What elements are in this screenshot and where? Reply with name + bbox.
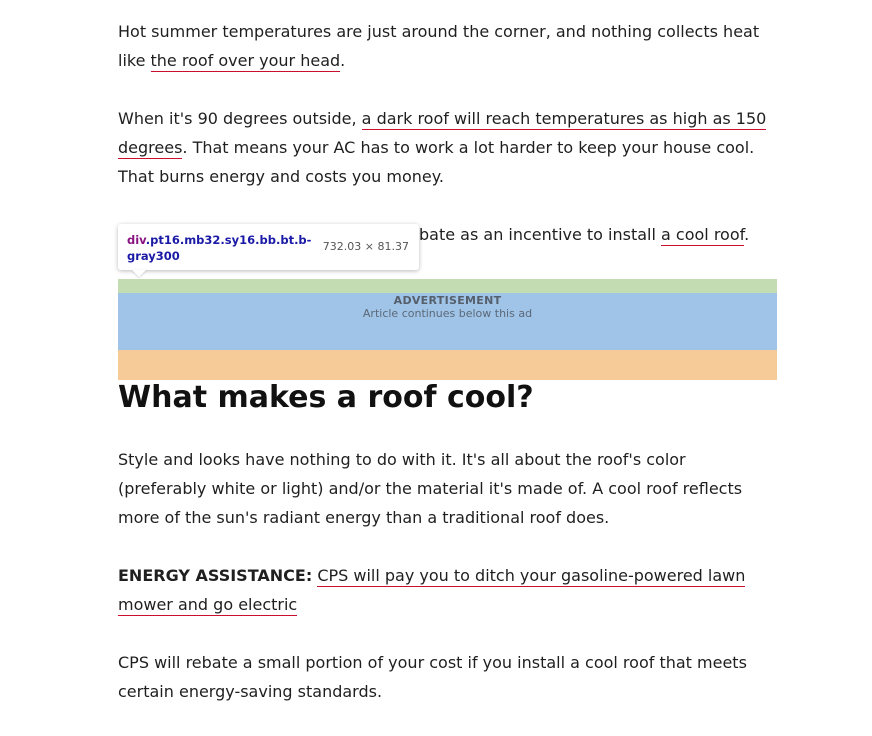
paragraph-intro: Hot summer temperatures are just around the corner, and nothing collects heat like the roof over your head.: [118, 22, 760, 70]
ad-label: ADVERTISEMENT: [393, 294, 502, 307]
paragraph-rebate: bate as an incentive to install a cool roof.: [419, 225, 750, 244]
inspector-selector: div.pt16.mb32.sy16.bb.bt.b-gray300: [127, 233, 312, 263]
paragraph-energy-assistance: [118, 561, 778, 619]
energy-assistance-label: ENERGY ASSISTANCE:: [118, 566, 313, 585]
link-lawn-mower[interactable]: CPS will pay you to ditch your gasoline-powered lawn mower and go electric: [118, 566, 746, 614]
ad-padding-highlight: [118, 279, 777, 293]
inspector-tooltip: [118, 224, 419, 270]
advertisement-container: [118, 279, 777, 380]
ad-subtext: Article continues below this ad: [362, 307, 533, 320]
paragraph-what-makes-cool: Style and looks have nothing to do with it. It's all about the roof's color (preferably white or light) and/or the material it's made of. A cool roof reflects more of the sun's radiant energy than a traditional roof does.: [118, 450, 743, 527]
ad-margin-highlight: [118, 350, 777, 380]
paragraph-dark-roof: When it's 90 degrees outside, a dark roof will reach temperatures as high as 150 degrees. That means your AC has to work a lot harder to keep your house cool. That burns energy and costs you money.: [118, 109, 767, 186]
inspector-dimensions: 732.03 × 81.37: [322, 240, 409, 253]
section-heading: What makes a roof cool?: [118, 380, 534, 415]
link-cool-roof[interactable]: a cool roof: [661, 225, 745, 244]
paragraph-cps-rebate: CPS will rebate a small portion of your cost if you install a cool roof that meets certain energy-saving standards.: [118, 653, 747, 701]
link-dark-roof-temps[interactable]: a dark roof will reach temperatures as high as 150 degrees: [118, 109, 767, 157]
ad-content-highlight: [118, 293, 777, 350]
link-roof-over-head[interactable]: the roof over your head: [150, 51, 341, 70]
